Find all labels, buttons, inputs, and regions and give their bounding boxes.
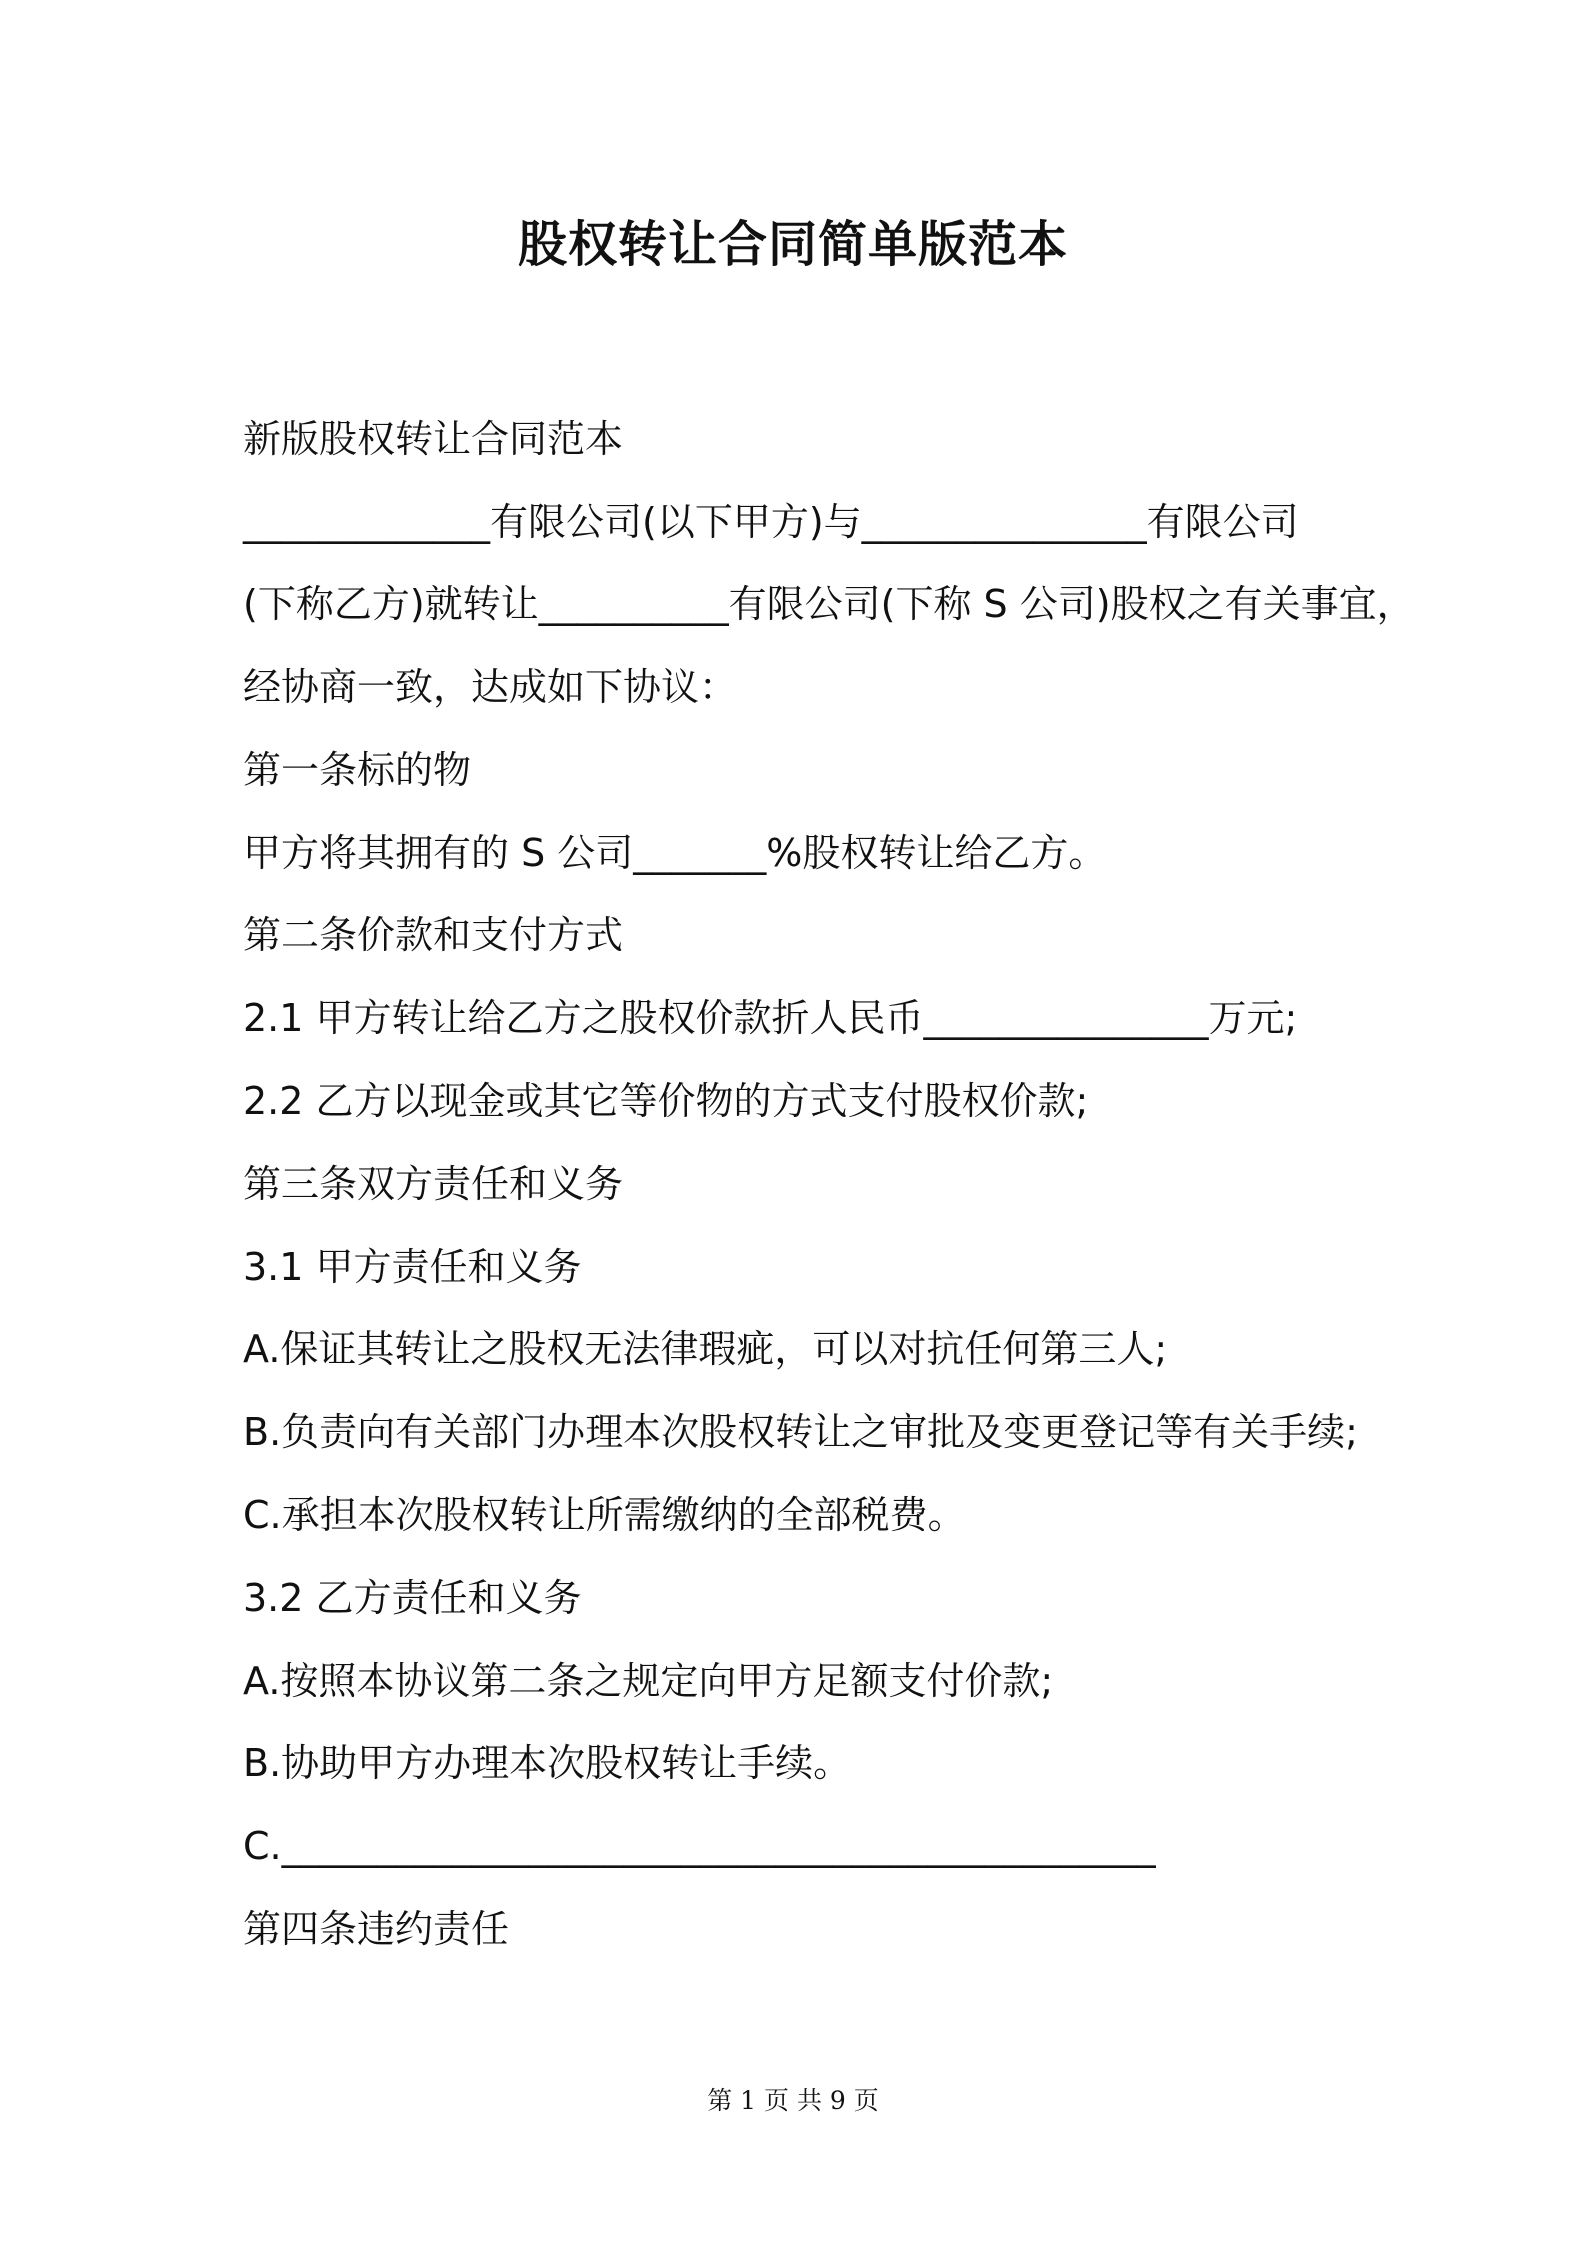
body-line-7: 第二条价款和支付方式 bbox=[243, 913, 624, 957]
body-line-8: 2.1 甲方转让给乙方之股权价款折人民币_______________万元; bbox=[243, 996, 1298, 1040]
body-line-1: 新版股权转让合同范本 bbox=[243, 417, 624, 461]
document-title: 股权转让合同简单版范本 bbox=[517, 216, 1068, 273]
body-line-13: B.负责向有关部门办理本次股权转让之审批及变更登记等有关手续; bbox=[243, 1410, 1358, 1454]
body-line-4: 经协商一致，达成如下协议： bbox=[243, 665, 738, 709]
body-line-10: 第三条双方责任和义务 bbox=[243, 1162, 624, 1206]
body-line-9: 2.2 乙方以现金或其它等价物的方式支付股权价款; bbox=[243, 1079, 1089, 1123]
body-line-17: B.协助甲方办理本次股权转让手续。 bbox=[243, 1741, 852, 1785]
body-line-5: 第一条标的物 bbox=[243, 748, 472, 792]
page-footer: 第 1 页 共 9 页 bbox=[707, 2086, 879, 2115]
body-line-18: C.______________________________________________ bbox=[243, 1824, 1156, 1868]
body-line-19: 第四条违约责任 bbox=[243, 1907, 510, 1951]
body-line-14: C.承担本次股权转让所需缴纳的全部税费。 bbox=[243, 1493, 966, 1537]
body-line-16: A.按照本协议第二条之规定向甲方足额支付价款; bbox=[243, 1659, 1054, 1703]
body-line-2: _____________有限公司(以下甲方)与_______________有限公司 bbox=[243, 500, 1299, 544]
body-line-6: 甲方将其拥有的 S 公司_______%股权转让给乙方。 bbox=[243, 831, 1107, 875]
body-line-12: A.保证其转让之股权无法律瑕疵，可以对抗任何第三人; bbox=[243, 1327, 1168, 1371]
body-line-11: 3.1 甲方责任和义务 bbox=[243, 1245, 582, 1289]
body-line-3: (下称乙方)就转让__________有限公司(下称 S 公司)股权之有关事宜， bbox=[243, 582, 1415, 626]
body-line-15: 3.2 乙方责任和义务 bbox=[243, 1576, 582, 1620]
